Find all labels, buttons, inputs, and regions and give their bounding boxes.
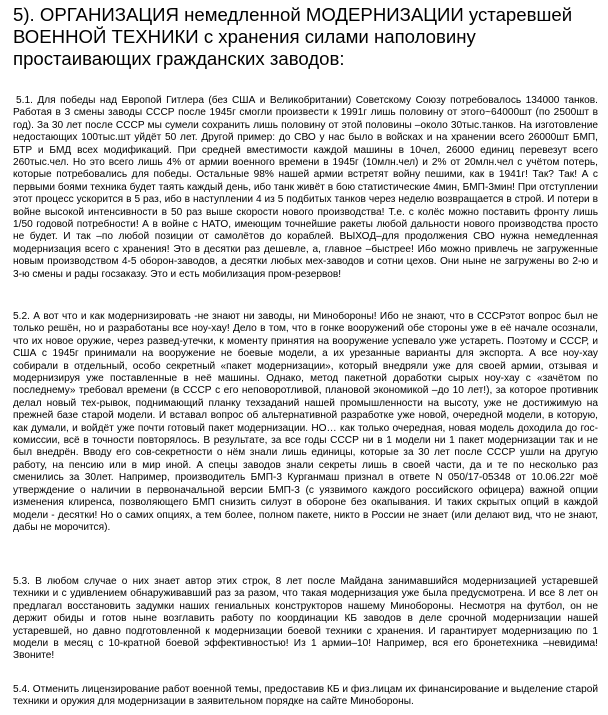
- paragraph-5-1: [13, 95, 598, 303]
- paragraph-5-1-text: 5.1. Для победы над Европой Гитлера (без США и Великобритании) Советскому Союзу потребовалось 134000 танков. Работая в 3 смены заводы СССР после 1945г смогли произвести к 1991г лишь половину от этого~64000шт (по 2500шт в год). За 30 лет после СССР мы сумели сохранить лишь половину от этой половины –около 30тыс.танков. На изготовление недостающих 100тыс.шт уйдёт 50 лет. Другой пример: до СВО у нас было в войсках и на хранении всего 26000шт БМП, БТР и БМД всех модификаций. При средней вместимости каждой машины в 10чел, 26000 единиц перевезут всего 260тыс.чел. Но это всего лишь 4% от армии военного времени в 1945г (10млн.чел) и 2% от 20млн.чел с учётом потерь, которые потребовались для победы. Остальные 98% нашей армии встретят войну пешими, как в 1941г! Так? Так! А с первыми боями техника будет таять каждый день, ибо танк живёт в бою статистические 4мин, БМП-3мин! При отступлении этот процесс ускорится в 5 раз, ибо в наступлении 4 из 5 подбитых танков через неделю возвращается в строй. И потери в войне высокой интенсивности в 50 раз выше скорости нового производства! Т.е. с колёс можно поставить фронту лишь 1/50 годовой потребности! А в войне с НАТО, имеющим точнейшие ракеты любой дальности нового производства просто не будет. И так –по любой позиции от самолётов до кораблей. ВЫХОД–для продолжения СВО нужна немедленная модернизация всего с хранения! Это в десятки раз дешевле, а, главное –быстрее! Ибо можно привлечь не загруженные новым производством 4-5 оборон-заводов, а десятки любых мех-заводов и сотни цехов. Они ныне не загружены во 2-ю и 3-ю смены и рады госзаказу. Это и есть мобилизация пром-резервов!: [13, 95, 598, 280]
- document-title: [13, 4, 598, 70]
- paragraph-5-3: [13, 576, 598, 670]
- paragraph-5-2-text: 5.2. А вот что и как модернизировать -не знают ни заводы, ни Минобороны! Ибо не знают, что в СССРэтот вопрос был не только решён, но и разработаны все ноу-хау! Дело в том, что в гонке вооружений обе стороны уже в её начале осознали, что их новое оружие, через развед-утечки, к моменту принятия на вооружение успевало уже устареть. Поэтому и СССР, и США с 1945г принимали на вооружение не боевые модели, а их урезанные варианты для экспорта. А все ноу-хау собирали в отдельный, особо секретный «пакет модернизации», который внедряли уже для своей армии, отзывая и модернизируя уже поставленные в неё машины. Однако, метод пакетной доработки сырых ноу-хау с «зачётом по последнему» требовал времени (в СССР с его неповоротливой, плановой экономикой –до 10 лет!), за которое противник делал новый тех-рывок, поднимающий планку техзаданий нашей промышленности на высоту, уже не достижимую на прежней базе старой модели. И вставал вопрос об альтернативной разработке уже новой, очередной модели, в которую, как думали, и войдёт уже почти готовый пакет модернизации. НО… как только очередная, новая модель доходила до гос-комиссии, всё в точности повторялось. В результате, за все годы СССР ни в 1 модели ни 1 пакет модернизации так и не был внедрён. Вводу его сов-секретности о нём знали лишь единицы, которые за 30 лет после СССР ушли на другую работу, на пенсию или в мир иной. А спецы заводов знали секреты лишь в своей части, да и те по несколько раз сменились за 30лет. Например, производитель БМП-3 Курганмаш признал в ответе N 050/17-05348 от 10.06.22г моё утверждение о наличии в первоначальной версии БМП-3 (с уязвимого каждого российского офицера) важной опции изменения клиренса, позволяющего БМП снизить силуэт в обороне без окапывания. И таких скрытых опций в каждой модели - десятки! Но о самих опциях, а тем более, полном пакете, никто в России не знает (или делают вид, что не знают, дабы не морочится).: [13, 311, 598, 533]
- title-line-1: 5). ОРГАНИЗАЦИЯ немедленной МОДЕРНИЗАЦИИ устаревшей: [13, 4, 573, 25]
- paragraph-5-2: [13, 311, 598, 561]
- paragraph-5-4-text: 5.4. Отменить лицензирование работ военной темы, предоставив КБ и физ.лицам их финансирование и выделение старой техники и оружия для модернизации в заявительном порядке на сайте Минобороны.: [13, 684, 598, 708]
- paragraph-5-4: [13, 684, 598, 711]
- title-line-2: ВОЕННОЙ ТЕХНИКИ с хранения силами наполовину: [13, 26, 476, 47]
- title-line-3: простаивающих гражданских заводов:: [13, 48, 345, 69]
- paragraph-5-3-text: 5.3. В любом случае о них знает автор этих строк, 8 лет после Майдана занимавшийся модернизацией устаревшей техники и с удивлением обнаруживавший раз за разом, что такая модернизация уже была предусмотрена. И все 8 лет он предлагал восстановить задумки наших гениальных конструкторов нашему Минобороны. Несмотря на футбол, он не держит обиды и готов ныне возглавить работу по координации КБ заводов в деле срочной модернизации нашей устаревшей, но давно подготовленной к модернизации боевой техники с хранения. И гарантирует модернизацию по 1 модели в месяц с 10-кратной боевой эффективностью! Из 1 армии–10! Например, вся его бронетехника –невидима! Звоните!: [13, 576, 598, 662]
